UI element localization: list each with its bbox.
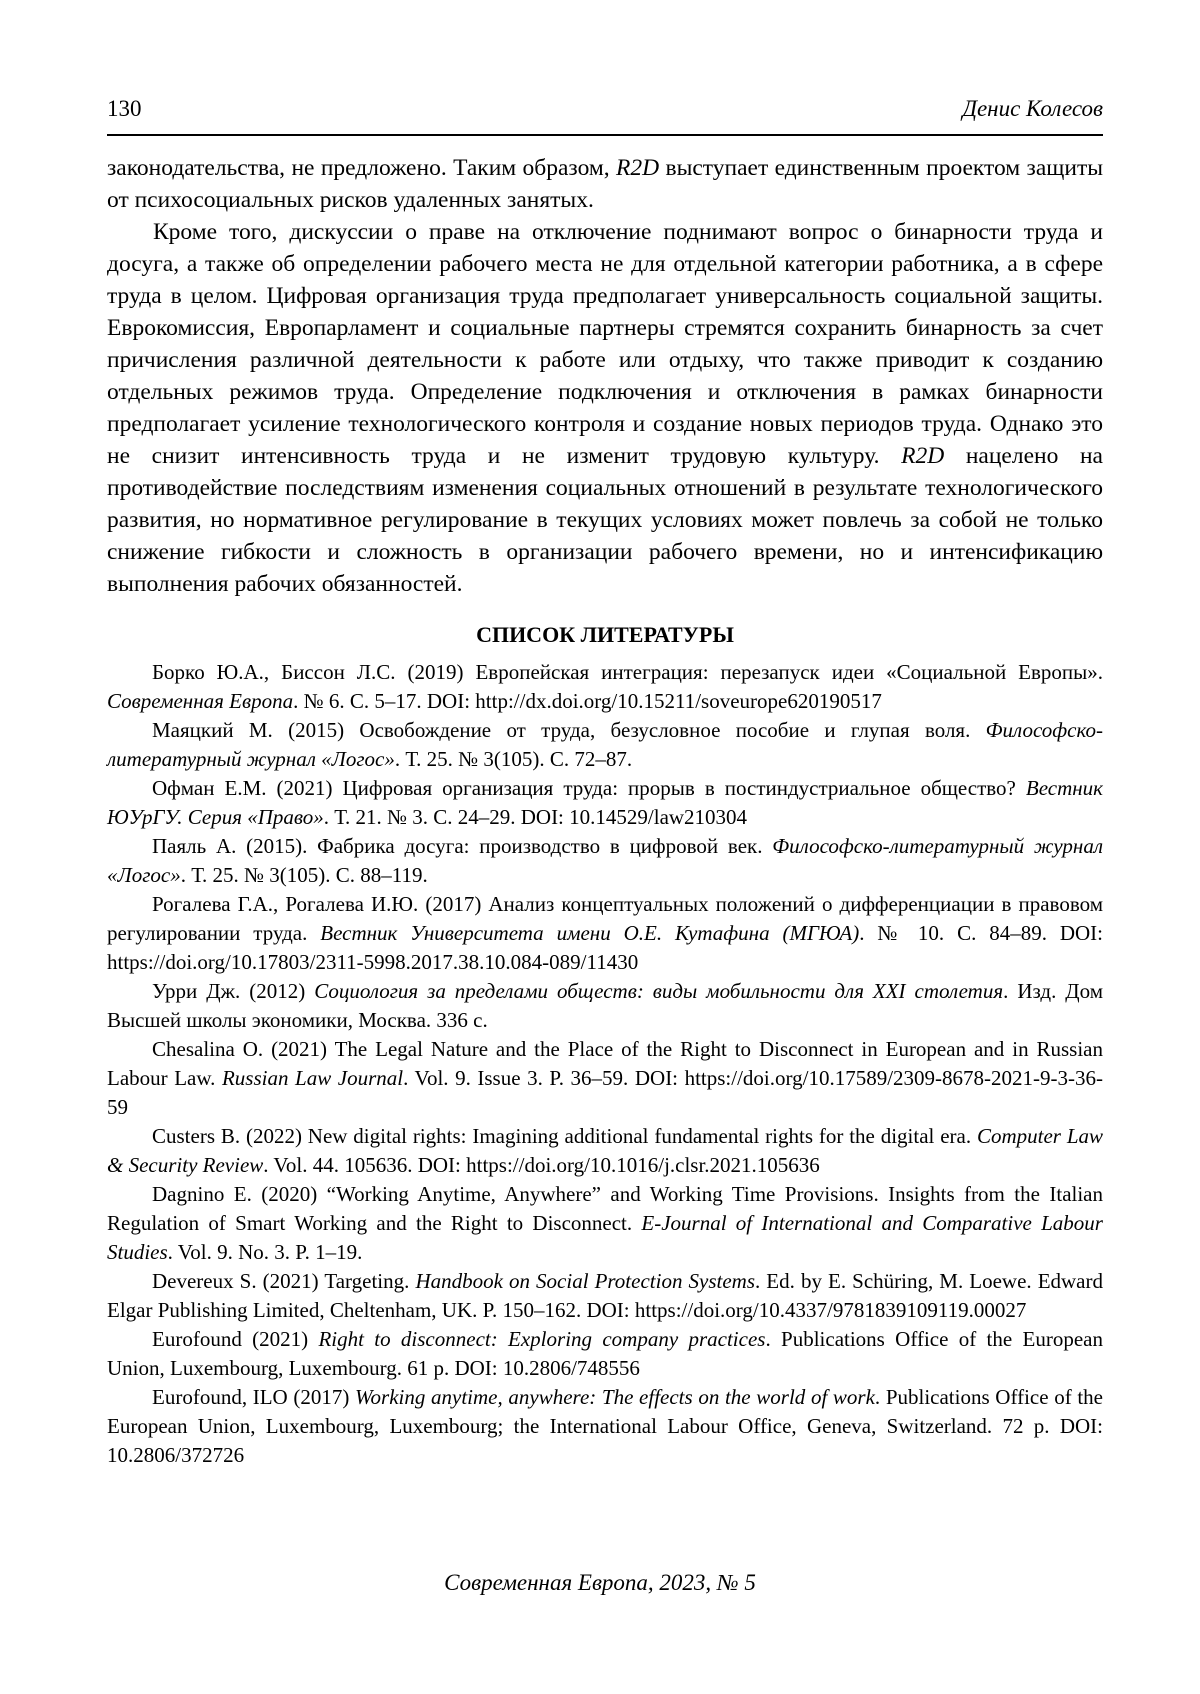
- reference-item: Урри Дж. (2012) Социология за пределами обществ: виды мобильности для XXI столетия. Изд. Дом Высшей школы экономики, Москва. 336 с.: [107, 979, 1103, 1032]
- reference-item: Custers B. (2022) New digital rights: Imagining additional fundamental rights for the digital era. Computer Law & Security Review. Vol. 44. 105636. DOI: https://doi.org/10.1016/j.clsr.2021.105636: [107, 1124, 1104, 1177]
- reference-item: Офман Е.М. (2021) Цифровая организация труда: прорыв в постиндустриальное общество? Вестник ЮУрГУ. Серия «Право». Т. 21. № 3. С. 24–29. DOI: 10.14529/law210304: [107, 776, 1103, 829]
- paragraph: Кроме того, дискуссии о праве на отключение поднимают вопрос о бинарности труда и досуга, а также об определении рабочего места не для отдельной категории работника, а в сфере труда в целом. Цифровая организация труда предполагает универсальность социальной защиты. Еврокомиссия, Европарламент и социальные партнеры стремятся сохранить бинарность за счет причисления различной деятельности к работе или отдыху, что также приводит к созданию отдельных режимов труда. Определение подключения и отключения в рамках бинарности предполагает усиление технологического контроля и создание новых периодов труда. Однако это не снизит интенсивность труда и не изменит трудовую культуру. R2D нацелено на противодействие последствиям изменения социальных отношений в результате технологического развития, но нормативное регулирование в текущих условиях может повлечь за собой не только снижение гибкости и сложность в организации рабочего времени, но и интенсификацию выполнения рабочих обязанностей.: [107, 219, 1103, 597]
- paragraph: законодательства, не предложено. Таким образом, R2D выступает единственным проектом защиты от психосоциальных рисков удаленных занятых.: [107, 155, 1103, 213]
- reference-item: Борко Ю.А., Биссон Л.С. (2019) Европейская интеграция: перезапуск идеи «Социальной Европы». Современная Европа. № 6. С. 5–17. DOI: http://dx.doi.org/10.15211/soveurope620190517: [107, 660, 1103, 713]
- reference-item: Eurofound (2021) Right to disconnect: Exploring company practices. Publications Office of the European Union, Luxembourg, Luxembourg. 61 p. DOI: 10.2806/748556: [107, 1327, 1103, 1380]
- body-text: [107, 152, 1103, 600]
- reference-item: Eurofound, ILO (2017) Working anytime, anywhere: The effects on the world of work. Publications Office of the European Union, Luxembourg, Luxembourg; the International Labour Office, Geneva, Switzerland. 72 p. DOI: 10.2806/372726: [107, 1385, 1103, 1467]
- reference-item: Chesalina O. (2021) The Legal Nature and the Place of the Right to Disconnect in European and in Russian Labour Law. Russian Law Journal. Vol. 9. Issue 3. P. 36–59. DOI: https://doi.org/10.17589/2309-8678-2021-9-3-36-59: [107, 1037, 1103, 1119]
- references-list: [107, 658, 1103, 1470]
- reference-item: Dagnino E. (2020) “Working Anytime, Anywhere” and Working Time Provisions. Insights from the Italian Regulation of Smart Working and the Right to Disconnect. E-Journal of International and Comparative Labour Studies. Vol. 9. No. 3. P. 1–19.: [107, 1182, 1103, 1264]
- journal-footer: Современная Европа, 2023, № 5: [444, 1570, 756, 1595]
- page: [107, 96, 1103, 1470]
- reference-item: Рогалева Г.А., Рогалева И.Ю. (2017) Анализ концептуальных положений о дифференциации в правовом регулировании труда. Вестник Университета имени О.Е. Кутафина (МГЮА). № 10. С. 84–89. DOI: https://doi.org/10.17803/2311-5998.2017.38.10.084-089/11430: [107, 892, 1104, 974]
- author-name: Денис Колесов: [962, 96, 1103, 121]
- reference-item: Паяль А. (2015). Фабрика досуга: производство в цифровой век. Философско-литературный журнал «Логос». Т. 25. № 3(105). С. 88–119.: [107, 834, 1103, 887]
- references-title: СПИСОК ЛИТЕРАТУРЫ: [476, 622, 734, 647]
- term-r2d: R2D: [616, 155, 660, 181]
- running-header: [107, 96, 1103, 136]
- page-number: 130: [107, 96, 142, 121]
- term-r2d: R2D: [901, 443, 945, 469]
- reference-item: Маяцкий М. (2015) Освобождение от труда, безусловное пособие и глупая воля. Философско-литературный журнал «Логос». Т. 25. № 3(105). С. 72–87.: [107, 718, 1103, 771]
- reference-item: Devereux S. (2021) Targeting. Handbook on Social Protection Systems. Ed. by E. Schüring, M. Loewe. Edward Elgar Publishing Limited, Cheltenham, UK. P. 150–162. DOI: https://doi.org/10.4337/9781839109119.00027: [107, 1269, 1103, 1322]
